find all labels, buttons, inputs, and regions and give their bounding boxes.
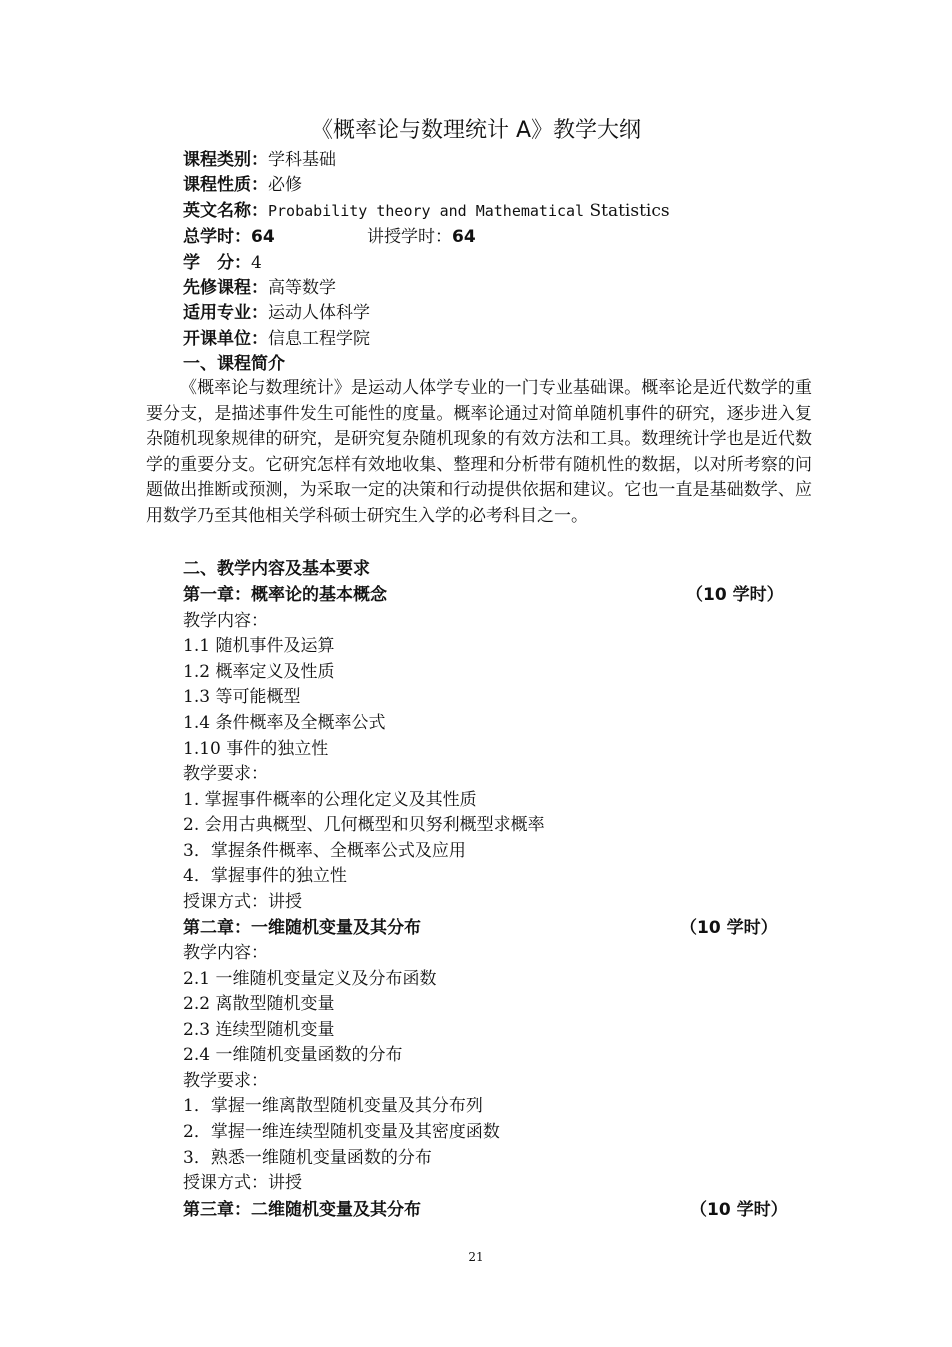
chapter2-req-item: 3．熟悉一维随机变量函数的分布 — [183, 1148, 432, 1168]
chapter1-req-item: 3．掌握条件概率、全概率公式及应用 — [183, 841, 466, 861]
meta-major: 适用专业：运动人体科学 — [183, 303, 370, 323]
chapter1-content-item: 1.2 概率定义及性质 — [183, 662, 335, 682]
meta-category: 课程类别：学科基础 — [183, 150, 336, 170]
chapter2-content-item: 2.1 一维随机变量定义及分布函数 — [183, 969, 437, 989]
chapter2-content-item: 2.4 一维随机变量函数的分布 — [183, 1045, 403, 1065]
chapter1-content-label: 教学内容： — [183, 611, 268, 631]
chapter1-title: 第一章：概率论的基本概念 — [183, 585, 387, 605]
chapter2-hours: （10 学时） — [680, 918, 778, 938]
chapter2-req-item: 1．掌握一维离散型随机变量及其分布列 — [183, 1096, 483, 1116]
section-heading-content: 二、教学内容及基本要求 — [183, 559, 370, 579]
chapter2-content-item: 2.2 离散型随机变量 — [183, 994, 335, 1014]
chapter1-hours: （10 学时） — [686, 585, 784, 605]
section-heading-intro: 一、课程简介 — [183, 354, 285, 374]
meta-credits: 学 分：4 — [183, 253, 262, 273]
chapter2-req-label: 教学要求： — [183, 1071, 268, 1091]
chapter1-req-item: 4．掌握事件的独立性 — [183, 866, 347, 886]
chapter1-content-item: 1.10 事件的独立性 — [183, 739, 329, 759]
chapter1-content-item: 1.1 随机事件及运算 — [183, 636, 335, 656]
chapter3-hours: （10 学时） — [690, 1200, 788, 1220]
chapter2-content-item: 2.3 连续型随机变量 — [183, 1020, 335, 1040]
chapter2-req-item: 2．掌握一维连续型随机变量及其密度函数 — [183, 1122, 500, 1142]
chapter1-content-item: 1.3 等可能概型 — [183, 687, 301, 707]
chapter2-method: 授课方式：讲授 — [183, 1173, 302, 1193]
meta-lecture-hours: 讲授学时：64 — [367, 227, 476, 247]
meta-nature: 课程性质：必修 — [183, 175, 302, 195]
meta-english-name: 英文名称：Probability theory and Mathematical Statistics — [183, 201, 670, 221]
chapter1-req-item: 2. 会用古典概型、几何概型和贝努利概型求概率 — [183, 815, 545, 835]
meta-total-hours: 总学时：64 — [183, 227, 275, 247]
chapter1-method: 授课方式：讲授 — [183, 892, 302, 912]
intro-paragraph: 《概率论与数理统计》是运动人体学专业的一门专业基础课。概率论是近代数学的重要分支，是描述事件发生可能性的度量。概率论通过对简单随机事件的研究，逐步进入复杂随机现象规律的研究，是研究复杂随机现象的有效方法和工具。数理统计学也是近代数学的重要分支。它研究怎样有效地收集、整理和分析带有随机性的数据，以对所考察的问题做出推断或预测，为采取一定的决策和行动提供依据和建议。它也一直是基础数学、应用数学乃至其他相关学科硕士研究生入学的必考科目之一。 — [146, 378, 812, 526]
meta-prerequisite: 先修课程：高等数学 — [183, 278, 336, 298]
chapter1-req-item: 1. 掌握事件概率的公理化定义及其性质 — [183, 790, 477, 810]
chapter1-req-label: 教学要求： — [183, 764, 268, 784]
chapter2-title: 第二章：一维随机变量及其分布 — [183, 918, 421, 938]
chapter1-content-item: 1.4 条件概率及全概率公式 — [183, 713, 386, 733]
page-number: 21 — [468, 1250, 484, 1264]
meta-unit: 开课单位：信息工程学院 — [183, 329, 370, 349]
chapter3-title: 第三章：二维随机变量及其分布 — [183, 1200, 421, 1220]
document-title: 《概率论与数理统计 A》教学大纲 — [310, 118, 642, 143]
chapter2-content-label: 教学内容： — [183, 943, 268, 963]
